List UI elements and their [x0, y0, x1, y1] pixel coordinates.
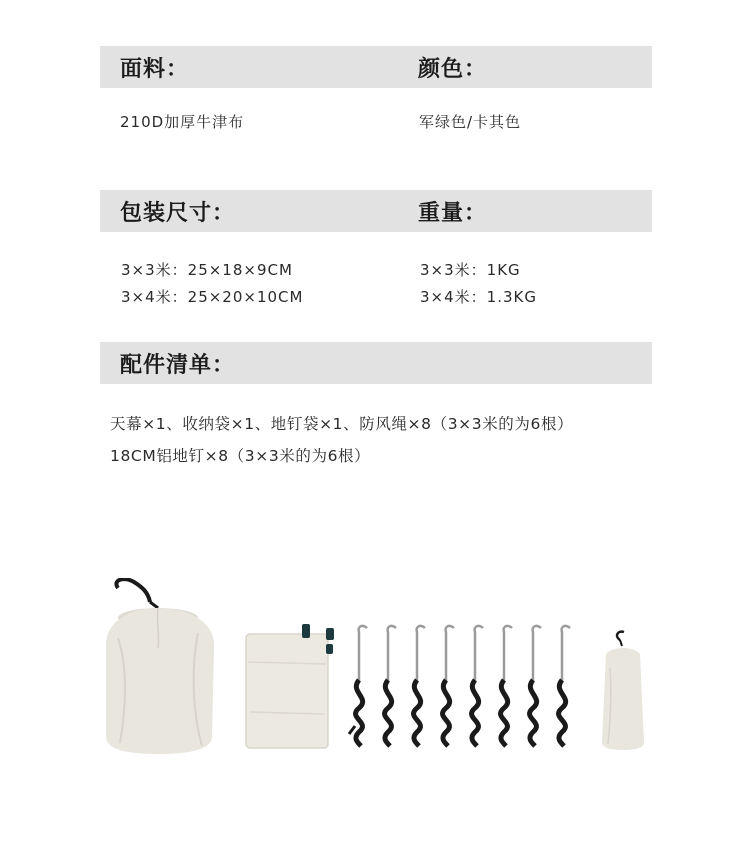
- color-value: 军绿色/卡其色: [419, 113, 522, 131]
- package-heading: 包装尺寸：: [120, 201, 236, 226]
- accessories-line-2: 18CM铝地钉×8（3×3米的为6根）: [110, 447, 371, 465]
- folded-tarp-image: [244, 622, 340, 752]
- fabric-heading: 面料：: [120, 57, 190, 82]
- stake-pouch-image: [596, 628, 650, 752]
- weight-line-1: 3×3米：1KG: [420, 261, 521, 279]
- fabric-color-header-bar: [100, 46, 652, 88]
- package-weight-header-bar: [100, 190, 652, 232]
- accessories-heading: 配件清单：: [120, 353, 236, 378]
- fabric-value: 210D加厚牛津布: [120, 113, 245, 131]
- weight-line-2: 3×4米：1.3KG: [420, 288, 537, 306]
- accessories-line-1: 天幕×1、收纳袋×1、地钉袋×1、防风绳×8（3×3米的为6根）: [110, 415, 574, 433]
- stakes-and-ropes-image: [345, 622, 585, 752]
- package-line-2: 3×4米：25×20×10CM: [121, 288, 304, 306]
- package-line-1: 3×3米：25×18×9CM: [121, 261, 293, 279]
- color-heading: 颜色：: [418, 57, 488, 82]
- accessories-header-bar: [100, 342, 652, 384]
- storage-bag-image: [98, 578, 224, 756]
- weight-heading: 重量：: [418, 201, 488, 226]
